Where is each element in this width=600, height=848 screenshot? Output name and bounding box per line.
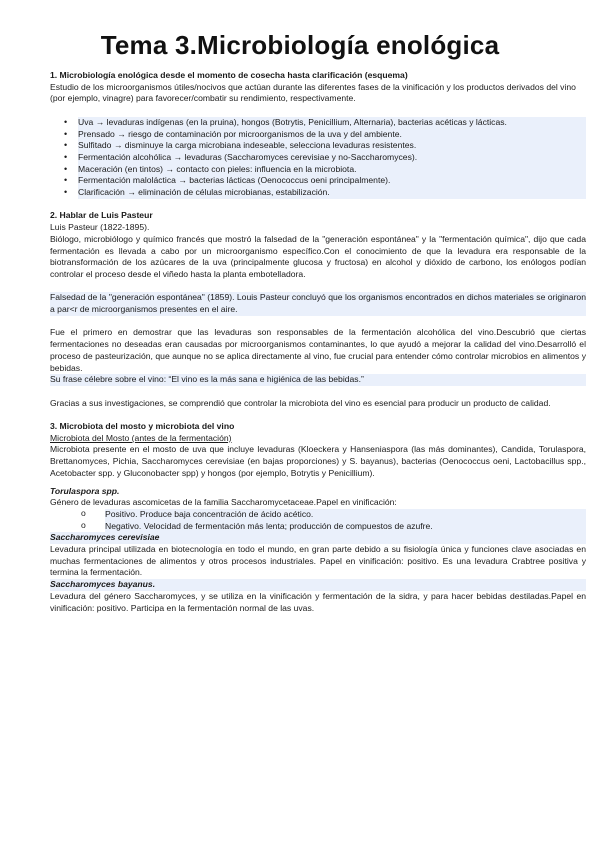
- list-item: • Prensado → riesgo de contaminación por microorganismos de la uva y del ambiente.: [78, 129, 586, 141]
- torulaspora-desc: Género de levaduras ascomicetas de la familia Saccharomycetaceae.Papel en vinificación:: [50, 497, 397, 508]
- pasteur-paragraph-3: Fue el primero en demostrar que las levaduras son responsables de la fermentación alcohólica del vino.Descubrió que ciertas fermentaciones no deseadas eran causadas por microorganismos contaminantes, lo que ayudó a mejorar la calidad del vino.Desarrolló el proceso de pasteurización, que aunque no se aplica directamente al vino, fue crucial para entender cómo controlar microbios en alimentos y bebidas.: [50, 327, 586, 373]
- torulaspora-name: Torulaspora spp.: [50, 485, 120, 496]
- list-item: • Maceración (en tintos) → contacto con pieles: influencia en la microbiota.: [78, 164, 586, 176]
- pasteur-paragraph-2: Falsedad de la "generación espontánea" (1859). Louis Pasteur concluyó que los organismos encontrados en dichos materiales se originaron a par<r de microorganismos presentes en el aire.: [50, 292, 586, 315]
- list-item: • Fermentación alcohólica → levaduras (Saccharomyces cerevisiae y no-Saccharomyces).: [78, 152, 586, 164]
- section-3-heading: 3. Microbiota del mosto y microbiota del vino: [50, 421, 235, 431]
- page-title: Tema 3.Microbiología enológica: [100, 30, 500, 60]
- section-2-heading: 2. Hablar de Luis Pasteur: [50, 210, 153, 221]
- section-3-subheading: Microbiota del Mosto (antes de la fermentación): [50, 432, 232, 443]
- list-item: • Fermentación maloláctica → bacterias lácticas (Oenococcus oeni principalmente).: [78, 175, 586, 187]
- section-1-heading: 1. Microbiología enológica desde el momento de cosecha hasta clarificación (esquema): [50, 70, 408, 80]
- section-1-list: [50, 117, 586, 199]
- list-item: • Sulfitado → disminuye la carga microbiana indeseable, selecciona levaduras resistentes.: [78, 140, 586, 152]
- section-1-intro: Estudio de los microorganismos útiles/nocivos que actúan durante las diferentes fases de la vinificación y los productos derivados del vino (por ejemplo, vinagre) para favorecer/combatir su rendimiento, respectivamente.: [50, 81, 576, 104]
- bayanus-name: Saccharomyces bayanus.: [50, 579, 586, 591]
- pasteur-paragraph-1: Biólogo, microbiólogo y químico francés que mostró la falsedad de la "generación espontánea" y la "fermentación química", dijo que cada fermentación es llevada a cabo por un microorganismo específico.Con el conocimiento de que la levadura era responsable de la biotransformación de los azúcares de la uva (principalmente glucosa y fructosa) en alcohol y dióxido de carbono, los enólogos podían controlar el proceso desde el viñedo hasta la planta embotelladora.: [50, 233, 586, 279]
- pasteur-dates: Luis Pasteur (1822-1895).: [50, 222, 150, 233]
- bayanus-desc: Levadura del género Saccharomyces, y se utiliza en la vinificación y fermentación de la sidra, y para hacer bebidas destiladas.Papel en vinificación: positivo. Participa en la fermentación normal de las uvas.: [50, 590, 586, 613]
- list-item: o Negativo. Velocidad de fermentación más lenta; producción de compuestos de azufre.: [105, 521, 586, 533]
- torulaspora-list: [50, 509, 586, 532]
- pasteur-quote: Su frase célebre sobre el vino: “El vino es la más sana e higiénica de las bebidas.”: [50, 374, 586, 386]
- mosto-paragraph: Microbiota presente en el mosto de uva que incluye levaduras (Kloeckera y Hanseniaspora (las más dominantes), Candida, Torulaspora, Brettanomyces, Pichia, Saccharomyces cerevisiae (en bajas proporciones) y S. bayanus), bacterias (Oenococcus oeni, Lactobacillus spp., Acetobacter spp. y Gluconobacter spp) y hongos (por ejemplo, Botrytis y Penicillium).: [50, 444, 586, 478]
- pasteur-paragraph-4: Gracias a sus investigaciones, se comprendió que controlar la microbiota del vino es esencial para producir un producto de calidad.: [50, 397, 551, 408]
- list-item: o Positivo. Produce baja concentración de ácido acético.: [105, 509, 586, 521]
- cerevisiae-desc: Levadura principal utilizada en biotecnología en todo el mundo, en gran parte debido a su fisiología única y funciones clave asociadas en muchas fermentaciones de alimentos y otros procesos industriales. Papel en vinificación: positivo. Es una levadura Crabtree positiva y termina la fermentación.: [50, 544, 586, 578]
- list-item: • Clarificación → eliminación de células microbianas, estabilización.: [78, 187, 586, 199]
- list-item: • Uva → levaduras indígenas (en la pruina), hongos (Botrytis, Penicillium, Alternaria), bacterias acéticas y lácticas.: [78, 117, 586, 129]
- cerevisiae-name: Saccharomyces cerevisiae: [50, 532, 586, 544]
- document-body: [50, 70, 586, 614]
